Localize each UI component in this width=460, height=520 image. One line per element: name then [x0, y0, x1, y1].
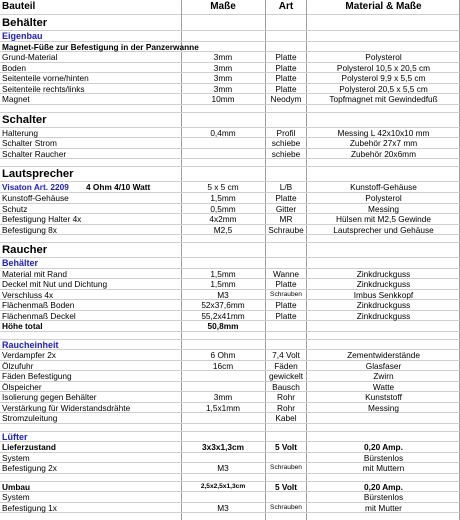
cell-masse: 1,5mm [210, 268, 236, 279]
cell-art: 5 Volt [275, 481, 297, 492]
cell-material: mit Mutter [365, 502, 402, 513]
cell-bauteil: Befestigung 1x [2, 502, 57, 513]
cell-art: Rohr [277, 392, 295, 402]
table-row [0, 73, 460, 84]
cell-material: Zinkdruckguss [356, 310, 411, 321]
cell-material: Zinkdruckguss [356, 300, 411, 310]
table-row [0, 128, 460, 139]
cell-masse: 2,5x2,5x1,3cm [200, 482, 246, 490]
cell-art: 5 Volt [275, 442, 297, 452]
section-heading-row [0, 167, 460, 182]
header-bauteil: Bauteil [2, 1, 36, 12]
table-row [0, 361, 460, 372]
cell-material: Zinkdruckguss [356, 268, 411, 279]
cell-bauteil: Raucheinheit [2, 339, 59, 350]
cell-bauteil: System [2, 452, 30, 463]
cell-material: Messing [368, 402, 399, 413]
cell-material: Watte [372, 381, 395, 392]
table-row [0, 279, 460, 290]
table-row [0, 290, 460, 301]
cell-masse: M3 [217, 463, 229, 473]
cell-masse: 3mm [213, 392, 233, 402]
table-row [0, 300, 460, 311]
cell-bauteil: Seitenteile vorne/hinten [2, 73, 89, 83]
section-heading-row [0, 243, 460, 258]
cell-bauteil: Schalter [2, 113, 47, 126]
cell-bauteil: Grund-Material [2, 52, 58, 62]
cell-material: Kunstoff-Gehäuse [350, 182, 417, 192]
table-row [0, 503, 460, 514]
table-row [0, 321, 460, 332]
cell-material: Bürstenlos [363, 492, 404, 502]
cell-masse: 0,4mm [210, 127, 236, 138]
cell-bauteil: Isolierung gegen Behälter [2, 392, 97, 402]
cell-art: Gitter [275, 203, 297, 214]
cell-bauteil: Schutz [2, 203, 28, 214]
cell-bauteil: Verschluss 4x [2, 289, 54, 300]
cell-bauteil: Visaton Art. 2209 [2, 182, 69, 192]
blank-row [0, 332, 460, 340]
cell-material: Imbus Senkkopf [353, 289, 414, 300]
cell-art: Platte [275, 279, 297, 289]
cell-bauteil: Magnet [2, 94, 30, 104]
cell-material: Zwirn [373, 371, 394, 381]
cell-art: Platte [275, 62, 297, 73]
table-row [0, 403, 460, 414]
table-row [0, 453, 460, 464]
cell-bauteil: Material mit Rand [2, 268, 68, 279]
cell-art: Platte [275, 193, 297, 203]
cell-art: Schrauben [270, 464, 302, 471]
cell-masse: 10mm [211, 94, 235, 104]
cell-art: schiebe [271, 148, 301, 159]
cell-masse: 3mm [213, 52, 233, 62]
cell-masse: 16cm [212, 360, 234, 371]
cell-art: gewickelt [268, 371, 304, 381]
cell-material: Zinkdruckguss [356, 279, 411, 289]
cell-masse: 3mm [213, 73, 233, 83]
cell-bauteil: Verstärkung für Widerstandsdrähte [2, 402, 131, 413]
cell-masse: 4 Ohm 4/10 Watt [86, 182, 151, 192]
table-row [0, 350, 460, 361]
table-row [0, 463, 460, 474]
cell-bauteil: Lautsprecher [2, 168, 74, 180]
cell-material: Zementwiderstände [347, 350, 420, 360]
cell-masse: 1,5x1mm [205, 402, 241, 413]
blank-row [0, 105, 460, 113]
blank-row [0, 159, 460, 167]
table-row [0, 193, 460, 204]
cell-material: L/B [279, 182, 293, 192]
header-masse: Maße [210, 1, 236, 12]
table-row [0, 182, 460, 193]
cell-art: schiebe [271, 138, 301, 148]
cell-bauteil: Magnet-Füße zur Befestigung in der Panzerwanne [2, 41, 199, 52]
cell-art: Platte [275, 300, 297, 310]
cell-art: Fäden [274, 360, 298, 371]
table-row [0, 63, 460, 74]
cell-material: Kunststoff [365, 392, 402, 402]
section-heading-row [0, 113, 460, 128]
cell-masse: 0,5mm [210, 203, 236, 214]
cell-material: Topfmagnet mit Gewindedfuß [329, 94, 438, 104]
cell-bauteil: Behälter [2, 17, 48, 29]
header-art: Art [278, 1, 294, 12]
table-row [0, 392, 460, 403]
table-row [0, 442, 460, 453]
cell-bauteil: Ölspeicher [2, 381, 42, 392]
header-row [0, 0, 460, 15]
cell-material: Polysterol [365, 52, 402, 62]
blank-row [0, 235, 460, 243]
cell-material: Polysterol [365, 193, 402, 203]
cell-masse: 50,8mm [207, 321, 239, 331]
cell-bauteil: Umbau [2, 481, 31, 492]
cell-bauteil: Lüfter [2, 431, 28, 442]
cell-masse: 3mm [213, 62, 233, 73]
cell-material: Glasfaser [365, 360, 402, 371]
cell-bauteil: Verdampfer 2x [2, 350, 56, 360]
cell-bauteil: Raucher [2, 244, 48, 256]
cell-bauteil: Stromzuleitung [2, 413, 58, 423]
cell-masse: 3mm [213, 83, 233, 94]
subsection-row [0, 258, 460, 269]
subsection-row [0, 432, 460, 443]
table-row [0, 84, 460, 95]
cell-bauteil: Eigenbau [2, 31, 43, 41]
table-row [0, 311, 460, 322]
cell-bauteil: Behälter [2, 258, 39, 268]
cell-bauteil: Befestigung 8x [2, 224, 57, 235]
cell-bauteil: Boden [2, 62, 26, 73]
cell-material: Bürstenlos [363, 452, 404, 463]
cell-art: 5 x 5 cm [207, 182, 239, 192]
table-row [0, 94, 460, 105]
cell-bauteil: Flächenmaß Deckel [2, 310, 76, 321]
table-row [0, 42, 460, 53]
blank-row [0, 424, 460, 432]
table-row [0, 382, 460, 393]
cell-art: Wanne [273, 268, 299, 279]
cell-masse: 6 Ohm [210, 350, 236, 360]
table-row [0, 413, 460, 424]
cell-masse: 52x37,6mm [201, 300, 245, 310]
table-row [0, 269, 460, 280]
table-row [0, 214, 460, 225]
cell-art: Schrauben [270, 290, 302, 298]
cell-art: Platte [275, 310, 297, 321]
cell-art: Platte [275, 73, 297, 83]
cell-bauteil: System [2, 492, 30, 502]
cell-masse: M3 [217, 289, 229, 300]
table-row [0, 52, 460, 63]
cell-material: 0,20 Amp. [364, 442, 403, 452]
cell-art: Schrauben [270, 503, 302, 511]
table-row [0, 225, 460, 236]
cell-masse: 4x2mm [209, 214, 237, 224]
cell-material: Zubehör 20x6mm [350, 148, 417, 159]
cell-art: 7,4 Volt [272, 350, 300, 360]
cell-art: Bausch [272, 381, 300, 392]
cell-masse: M3 [217, 502, 229, 513]
cell-bauteil: Schalter Raucher [2, 148, 67, 159]
cell-art: Rohr [277, 402, 295, 413]
cell-bauteil: Deckel mit Nut und Dichtung [2, 279, 108, 289]
cell-art: Schraube [268, 224, 304, 235]
table-row [0, 204, 460, 215]
cell-art: Profil [276, 127, 296, 138]
cell-masse: M2,5 [213, 224, 233, 235]
section-heading-row [0, 16, 460, 31]
table-row [0, 371, 460, 382]
cell-masse: 1,5mm [210, 279, 236, 289]
cell-bauteil: Flächenmaß Boden [2, 300, 75, 310]
cell-material: Zubehör 27x7 mm [349, 138, 418, 148]
cell-material: Polysterol 20,5 x 5,5 cm [339, 83, 428, 94]
cell-bauteil: Ölzufuhr [2, 360, 34, 371]
cell-art: MR [279, 214, 293, 224]
cell-masse: 3x3x1,3cm [202, 442, 244, 452]
header-material: Material & Maße [345, 1, 422, 12]
cell-material: Polysterol 9,9 x 5,5 cm [341, 73, 426, 83]
cell-bauteil: Seitenteile rechts/links [2, 83, 85, 94]
cell-material: Lautsprecher und Gehäuse [333, 224, 434, 235]
cell-bauteil: Halterung [2, 127, 38, 138]
table-row [0, 149, 460, 160]
table-row [0, 492, 460, 503]
cell-art: Platte [275, 83, 297, 94]
cell-material: 0,20 Amp. [364, 481, 403, 492]
cell-material: Messing L 42x10x10 mm [337, 127, 430, 138]
table-row [0, 482, 460, 493]
cell-bauteil: Befestigung Halter 4x [2, 214, 82, 224]
cell-material: Messing [368, 203, 399, 214]
cell-masse: 55,2x41mm [201, 310, 245, 321]
cell-masse: 1,5mm [210, 193, 236, 203]
cell-material: Polysterol 10,5 x 20,5 cm [336, 62, 431, 73]
cell-bauteil: Befestigung 2x [2, 463, 57, 473]
cell-art: Platte [275, 52, 297, 62]
subsection-row [0, 31, 460, 42]
subsection-row [0, 340, 460, 351]
cell-material: mit Muttern [362, 463, 405, 473]
table-row [0, 138, 460, 149]
cell-bauteil: Schalter Strom [2, 138, 57, 148]
cell-material: Hülsen mit M2,5 Gewinde [336, 214, 431, 224]
cell-bauteil: Höhe total [2, 321, 43, 331]
cell-art: Neodym [270, 94, 302, 104]
cell-art: Kabel [275, 413, 297, 423]
blank-row [0, 474, 460, 482]
cell-bauteil: Lieferzustand [2, 442, 56, 452]
cell-bauteil: Kunstoff-Gehäuse [2, 193, 69, 203]
cell-bauteil: Fäden Befestigung [2, 371, 72, 381]
